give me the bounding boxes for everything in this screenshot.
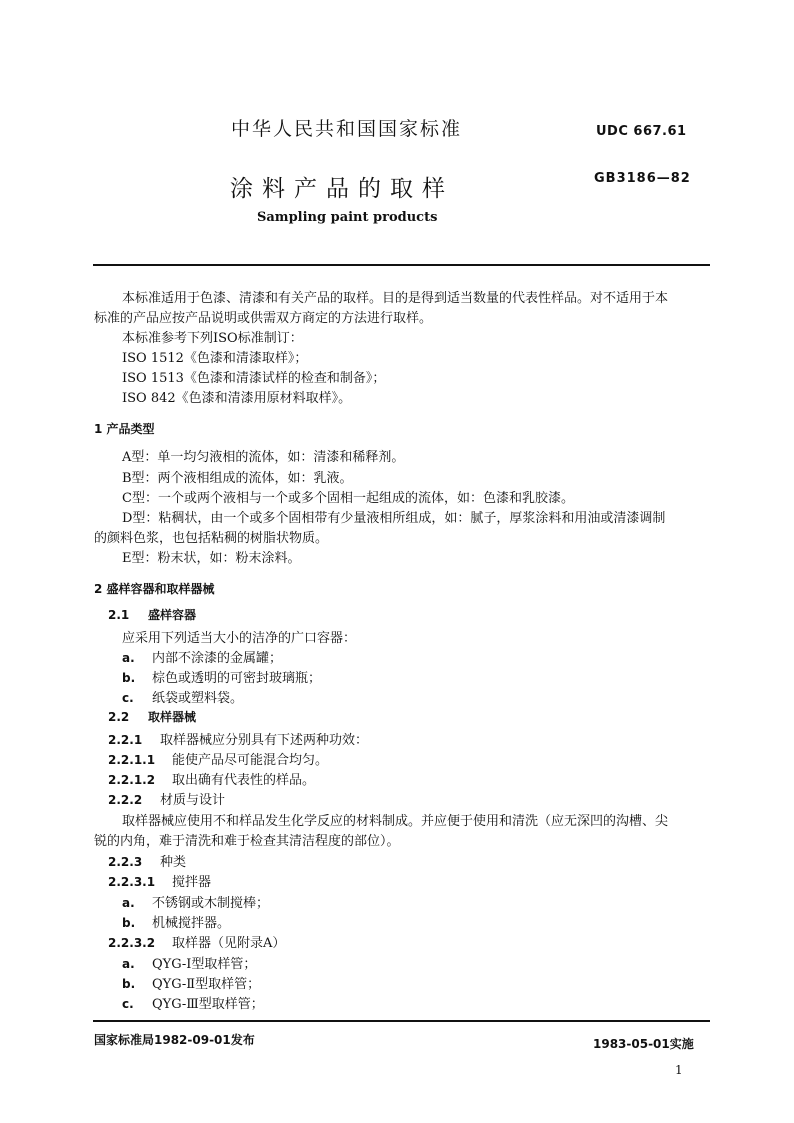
clause-text: 材质与设计 (160, 793, 226, 808)
list-marker: b. (122, 977, 136, 991)
list-item (122, 973, 260, 992)
clause-text: 取出确有代表性的样品。 (172, 773, 316, 788)
list-item-text: QYG-Ⅱ型取样管； (152, 977, 261, 992)
product-type-item: B型：两个液相组成的流体，如：乳液。 (122, 471, 353, 486)
list-item (122, 912, 230, 931)
intro-paragraph-line: 本标准适用于色漆、清漆和有关产品的取样。目的是得到适当数量的代表性样品。对不适用于本 (122, 291, 669, 306)
list-marker: b. (122, 671, 136, 685)
list-item (122, 892, 269, 911)
product-type-item: E型：粉末状，如：粉末涂料。 (122, 551, 301, 566)
product-type-item: C型：一个或两个液相与一个或多个固相一起组成的流体，如：色漆和乳胶漆。 (122, 491, 574, 506)
clause (108, 749, 328, 768)
clause (108, 871, 211, 890)
list-item-text: 纸袋或塑料袋。 (152, 691, 244, 706)
clause-number: 2.2 (108, 710, 130, 724)
clause-number: 2.2.3.1 (108, 875, 156, 889)
list-marker: a. (122, 651, 135, 665)
list-item (122, 687, 243, 706)
list-marker: b. (122, 916, 136, 930)
clause-number: 2.2.1 (108, 733, 143, 747)
list-item (122, 993, 264, 1012)
list-item-text: 不锈钢或木制搅棒； (152, 896, 270, 911)
clause-number: 2.2.3.2 (108, 936, 156, 950)
list-marker: c. (122, 691, 134, 705)
intro-paragraph-line: 标准的产品应按产品说明或供需双方商定的方法进行取样。 (94, 311, 433, 326)
list-item-text: QYG-Ⅰ型取样管； (152, 957, 257, 972)
udc-code: UDC 667.61 (596, 124, 687, 139)
issue-date: 国家标准局1982-09-01发布 (94, 1033, 255, 1047)
product-type-item: A型：单一均匀液相的流体，如：清漆和稀释剂。 (122, 450, 405, 465)
clause-text: 搅拌器 (172, 875, 212, 890)
list-item (122, 667, 321, 686)
list-item-text: 机械搅拌器。 (152, 916, 231, 931)
reference-item: ISO 1512《色漆和清漆取样》； (122, 351, 308, 366)
clause-number: 2.2.1.2 (108, 773, 156, 787)
header-divider (93, 264, 710, 266)
clause-paragraph-line: 取样器械应使用不和样品发生化学反应的材料制成。并应便于使用和清洗（应无深凹的沟槽、尖 (122, 814, 669, 829)
clause-title: 取样器械 (148, 710, 197, 724)
reference-item: ISO 842《色漆和清漆用原材料取样》。 (122, 391, 352, 406)
clause-text: 种类 (160, 855, 187, 870)
document-title: 涂料产品的取样 (230, 176, 454, 202)
page-number: 1 (675, 1063, 683, 1077)
clause-paragraph-line: 锐的内角，难于清洗和难于检查其清洁程度的部位）。 (94, 834, 400, 849)
clause-number: 2.1 (108, 608, 130, 622)
intro-reference-lead: 本标准参考下列ISO标准制订： (122, 331, 303, 346)
clause-heading (108, 708, 196, 725)
list-item (122, 953, 256, 972)
clause-text: 能使产品尽可能混合均匀。 (172, 753, 329, 768)
clause-number: 2.2.2 (108, 793, 143, 807)
clause-number: 2.2.3 (108, 855, 143, 869)
clause (108, 769, 315, 788)
clause-text: 取样器（见附录A） (172, 936, 286, 951)
clause (108, 729, 368, 748)
clause-text: 应采用下列适当大小的洁净的广口容器： (122, 631, 357, 646)
clause-title: 盛样容器 (148, 608, 197, 622)
standard-number: GB3186—82 (594, 171, 691, 186)
reference-item: ISO 1513《色漆和清漆试样的检查和制备》； (122, 371, 386, 386)
clause (108, 932, 285, 951)
clause-heading (108, 606, 196, 623)
clause (108, 851, 186, 870)
footer-divider (93, 1020, 710, 1022)
clause-text: 取样器械应分别具有下述两种功效： (160, 733, 369, 748)
product-type-item: D型：粘稠状，由一个或多个固相带有少量液相所组成，如：腻子，厚浆涂料和用油或清漆调制 (122, 511, 666, 526)
issuing-authority-title: 中华人民共和国国家标准 (231, 118, 463, 140)
list-item (122, 647, 282, 666)
list-item-text: 棕色或透明的可密封玻璃瓶； (152, 671, 322, 686)
section-heading: 1 产品类型 (94, 422, 155, 436)
list-item-text: 内部不涂漆的金属罐； (152, 651, 283, 666)
list-item-text: QYG-Ⅲ型取样管； (152, 997, 264, 1012)
clause-number: 2.2.1.1 (108, 753, 156, 767)
list-marker: a. (122, 896, 135, 910)
clause (108, 789, 225, 808)
list-marker: a. (122, 957, 135, 971)
english-title: Sampling paint products (257, 210, 438, 225)
product-type-item-continued: 的颜料色浆，也包括粘稠的树脂状物质。 (94, 531, 329, 546)
effective-date: 1983-05-01实施 (593, 1037, 694, 1051)
section-heading: 2 盛样容器和取样器械 (94, 582, 215, 596)
list-marker: c. (122, 997, 134, 1011)
